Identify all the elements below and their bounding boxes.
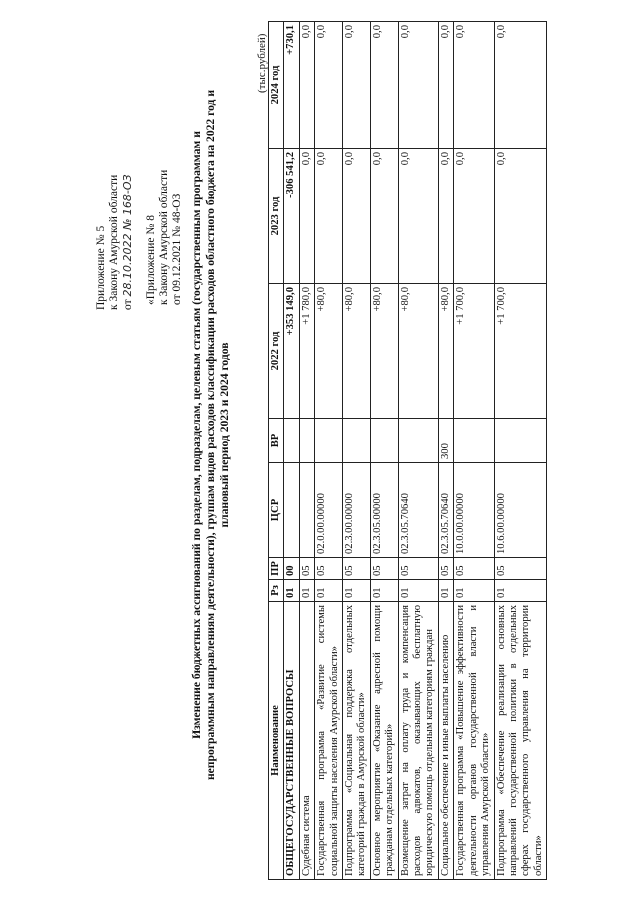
law-date-line: от 28.10.2022 № 168-ОЗ (121, 174, 134, 310)
cell-2022: +1 700,0 (454, 284, 494, 419)
title-line: плановый период 2023 и 2024 годов (218, 342, 231, 528)
cell-name: Государственная программа «Повышение эффективности деятельности органов государственной власти и управления Амурской области» (454, 602, 494, 880)
col-header-pr: ПР (269, 558, 284, 580)
cell-name: Судебная система (299, 602, 314, 880)
cell-2024: 0,0 (454, 22, 494, 149)
handwritten-date-number: 28.10.2022 № 168-ОЗ (121, 174, 134, 297)
previous-law-reference: к Закону Амурской области (158, 169, 170, 305)
cell-name: Подпрограмма «Социальная поддержка отдельных категорий граждан в Амурской области» (343, 602, 371, 880)
cell-rz: 01 (370, 580, 398, 602)
cell-csr: 10.0.00.00000 (454, 463, 494, 558)
cell-csr: 02.3.00.00000 (343, 463, 371, 558)
cell-pr: 00 (284, 558, 299, 580)
cell-rz: 01 (299, 580, 314, 602)
table-row (370, 22, 398, 880)
cell-csr: 02.3.05.00000 (370, 463, 398, 558)
cell-csr: 02.3.05.70640 (398, 463, 438, 558)
cell-2024: 0,0 (438, 22, 453, 149)
col-header-rz: Рз (269, 580, 284, 602)
cell-name: Основное мероприятие «Оказание адресной помощи гражданам отдельных категорий» (370, 602, 398, 880)
cell-2023: 0,0 (494, 149, 547, 284)
cell-csr: 10.6.00.00000 (494, 463, 547, 558)
previous-appendix-number: «Приложение № 8 (145, 215, 157, 305)
cell-pr: 05 (438, 558, 453, 580)
cell-pr: 05 (315, 558, 343, 580)
title-line: Изменение бюджетных ассигнований по разделам, подразделам, целевым статьям (государственным программам и (190, 131, 203, 739)
table-row (315, 22, 343, 880)
cell-name: Возмещение затрат на оплату труда и компенсация расходов адвокатов, оказывающих бесплатную юридическую помощь отдельным категориям граждан (398, 602, 438, 880)
cell-vr (494, 419, 547, 463)
budget-table (268, 21, 547, 880)
document-title (190, 25, 232, 845)
cell-vr (299, 419, 314, 463)
cell-name: Социальное обеспечение и иные выплаты населению (438, 602, 453, 880)
cell-name: ОБЩЕГОСУДАРСТВЕННЫЕ ВОПРОСЫ (284, 602, 299, 880)
cell-name: Государственная программа «Развитие системы социальной защиты населения Амурской области» (315, 602, 343, 880)
cell-2024: 0,0 (299, 22, 314, 149)
cell-2023: -306 541,2 (284, 149, 299, 284)
cell-2022: +80,0 (343, 284, 371, 419)
cell-rz: 01 (438, 580, 453, 602)
cell-2024: 0,0 (398, 22, 438, 149)
cell-rz: 01 (284, 580, 299, 602)
cell-vr (398, 419, 438, 463)
cell-2022: +80,0 (370, 284, 398, 419)
law-reference: к Закону Амурской области (108, 174, 120, 310)
cell-rz: 01 (494, 580, 547, 602)
cell-2023: 0,0 (398, 149, 438, 284)
cell-2023: 0,0 (370, 149, 398, 284)
table-row (284, 22, 299, 880)
table-body (284, 22, 547, 880)
cell-2024: 0,0 (343, 22, 371, 149)
col-header-vr: ВР (269, 419, 284, 463)
cell-rz: 01 (398, 580, 438, 602)
cell-2023: 0,0 (438, 149, 453, 284)
cell-2024: 0,0 (494, 22, 547, 149)
col-header-name: Наименование (269, 602, 284, 880)
cell-rz: 01 (454, 580, 494, 602)
col-header-csr: ЦСР (269, 463, 284, 558)
cell-2022: +80,0 (315, 284, 343, 419)
cell-2023: 0,0 (299, 149, 314, 284)
table-header-row (269, 22, 284, 880)
cell-csr: 02.0.00.00000 (315, 463, 343, 558)
cell-rz: 01 (315, 580, 343, 602)
cell-csr (299, 463, 314, 558)
cell-vr (315, 419, 343, 463)
cell-2023: 0,0 (343, 149, 371, 284)
cell-csr (284, 463, 299, 558)
cell-2024: 0,0 (370, 22, 398, 149)
cell-pr: 05 (398, 558, 438, 580)
cell-2022: +80,0 (438, 284, 453, 419)
cell-pr: 05 (454, 558, 494, 580)
cell-vr (284, 419, 299, 463)
cell-2024: 0,0 (315, 22, 343, 149)
col-header-2023: 2023 год (269, 149, 284, 284)
cell-csr: 02.3.05.70640 (438, 463, 453, 558)
cell-vr: 300 (438, 419, 453, 463)
table-row (398, 22, 438, 880)
table-row (299, 22, 314, 880)
cell-pr: 05 (494, 558, 547, 580)
table-row (494, 22, 547, 880)
cell-2024: +730,1 (284, 22, 299, 149)
units-label: (тыс.рублей) (256, 33, 268, 93)
cell-2022: +80,0 (398, 284, 438, 419)
table-row (438, 22, 453, 880)
cell-pr: 05 (370, 558, 398, 580)
appendix-number: Приложение № 5 (95, 225, 107, 310)
col-header-2022: 2022 год (269, 284, 284, 419)
cell-2022: +1 700,0 (494, 284, 547, 419)
cell-vr (343, 419, 371, 463)
title-line: непрограммным направлениям деятельности), группам видов расходов классификации расходов областного бюджета на 2022 год и (204, 90, 217, 781)
cell-2023: 0,0 (315, 149, 343, 284)
cell-vr (370, 419, 398, 463)
cell-pr: 05 (343, 558, 371, 580)
cell-vr (454, 419, 494, 463)
col-header-2024: 2024 год (269, 22, 284, 149)
cell-2023: 0,0 (454, 149, 494, 284)
cell-rz: 01 (343, 580, 371, 602)
previous-appendix-header (145, 170, 184, 305)
appendix-header (95, 174, 135, 310)
cell-pr: 05 (299, 558, 314, 580)
previous-law-date: от 09.12.2021 № 48-ОЗ (171, 193, 183, 305)
cell-2022: +1 780,0 (299, 284, 314, 419)
cell-2022: +353 149,0 (284, 284, 299, 419)
cell-name: Подпрограмма «Обеспечение реализации основных направлений государственной политики в отдельных сферах государственного управления на территории области» (494, 602, 547, 880)
table-row (343, 22, 371, 880)
table-row (454, 22, 494, 880)
